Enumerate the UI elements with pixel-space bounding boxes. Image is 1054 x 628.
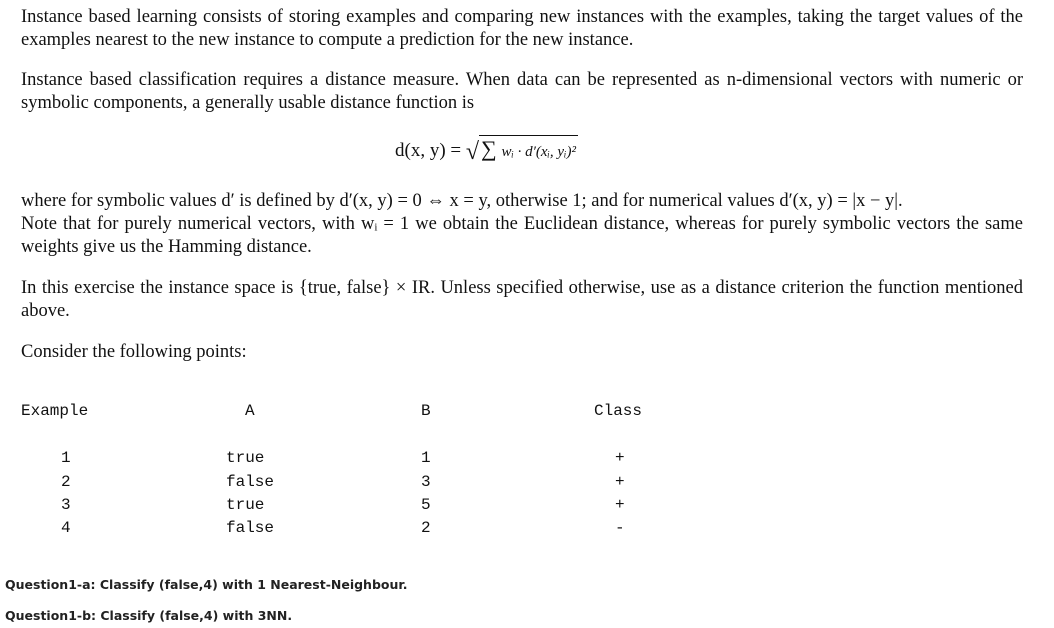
header-example: Example [21, 402, 89, 420]
cell-class: + [615, 496, 625, 514]
header-a: A [245, 402, 255, 420]
cell-example: 1 [61, 449, 71, 467]
cell-a: true [226, 449, 265, 467]
cell-b: 1 [421, 449, 431, 467]
definition-line-2: Note that for purely numerical vectors, with wᵢ = 1 we obtain the Euclidean distance, whereas for purely symbolic vectors the same weights give us the Hamming distance. [21, 214, 1023, 257]
cell-class: + [615, 473, 625, 491]
cell-class: - [615, 519, 625, 537]
distance-formula [395, 135, 578, 166]
cell-b: 5 [421, 496, 431, 514]
formula-body: wᵢ · d′(xᵢ, yᵢ)² [501, 144, 576, 160]
cell-example: 4 [61, 519, 71, 537]
cell-b: 2 [421, 519, 431, 537]
paragraph-instance-space: In this exercise the instance space is {true, false} × IR. Unless specified otherwise, use as a distance criterion the function mentioned above. [21, 278, 1023, 321]
header-b: B [421, 402, 431, 420]
cell-b: 3 [421, 473, 431, 491]
cell-a: false [226, 519, 275, 537]
cell-example: 3 [61, 496, 71, 514]
question-1a: Question1-a: Classify (false,4) with 1 Nearest-Neighbour. [5, 577, 408, 592]
formula-radicand [479, 135, 578, 162]
header-class: Class [594, 402, 643, 420]
sqrt-symbol: √ [465, 139, 480, 165]
cell-a: true [226, 496, 265, 514]
formula-sum: ∑ [481, 136, 497, 161]
paragraph-consider: Consider the following points: [21, 342, 247, 362]
question-1b: Question1-b: Classify (false,4) with 3NN. [5, 608, 293, 623]
cell-a: false [226, 473, 275, 491]
paragraph-definition [21, 190, 1023, 259]
paragraph-distance-measure: Instance based classification requires a distance measure. When data can be represented as n-dimensional vectors with numeric or symbolic components, a generally usable distance function is [21, 70, 1023, 113]
paragraph-intro: Instance based learning consists of storing examples and comparing new instances with the examples, taking the target values of the examples nearest to the new instance to compute a prediction for the new instance. [21, 7, 1023, 50]
definition-line-1: where for symbolic values d′ is defined by d′(x, y) = 0 ⇔ x = y, otherwise 1; and for numerical values d′(x, y) = |x − y|. [21, 191, 903, 211]
formula-lhs: d(x, y) = [395, 140, 466, 161]
cell-class: + [615, 449, 625, 467]
cell-example: 2 [61, 473, 71, 491]
